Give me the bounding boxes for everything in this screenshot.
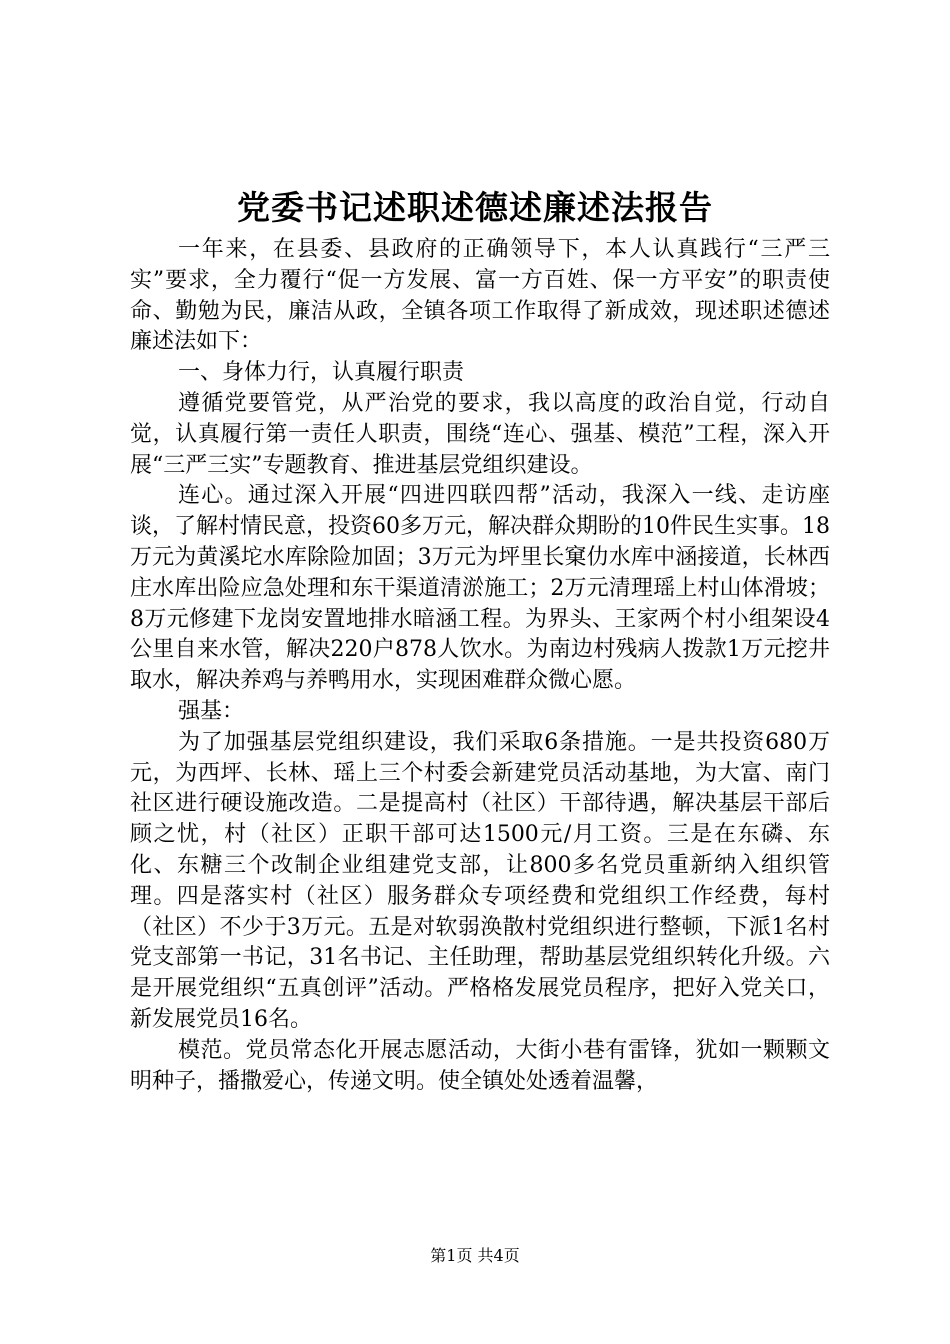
paragraph: 连心。通过深入开展“四进四联四帮”活动，我深入一线、走访座谈，了解村情民意，投资60多万元，解决群众期盼的10件民生实事。18万元为黄溪坨水库除险加固；3万元为坪里长窠仂水库中涵接道，长林西庄水库出险应急处理和东干渠道清淤施工；2万元清理瑶上村山体滑坡；8万元修建下龙岗安置地排水暗涵工程。为界头、王家两个村小组架设4公里自来水管，解决220户878人饮水。为南边村残病人拨款1万元挖井取水，解决养鸡与养鸭用水，实现困难群众微心愿。 bbox=[130, 483, 830, 694]
section-heading: 一、身体力行，认真履行职责 bbox=[178, 360, 465, 386]
paragraph: 为了加强基层党组织建设，我们采取6条措施。一是共投资680万元，为西坪、长林、瑶上三个村委会新建党员活动基地，为大富、南门社区进行硬设施改造。二是提高村（社区）干部待遇，解决基层干部后顾之忧，村（社区）正职干部可达1500元/月工资。三是在东磷、东化、东糖三个改制企业组建党支部，让800多名党员重新纳入组织管理。四是落实村（社区）服务群众专项经费和党组织工作经费，每村（社区）不少于3万元。五是对软弱涣散村党组织进行整顿，下派1名村党支部第一书记，31名书记、主任助理，帮助基层党组织转化升级。六是开展党组织“五真创评”活动。严格格发展党员程序，把好入党关口，新发展党员16名。 bbox=[130, 729, 830, 1032]
paragraph: 遵循党要管党，从严治党的要求，我以高度的政治自觉，行动自觉，认真履行第一责任人职责，围绕“连心、强基、模范”工程，深入开展“三严三实”专题教育、推进基层党组织建设。 bbox=[130, 390, 830, 478]
paragraph-intro: 一年来，在县委、县政府的正确领导下，本人认真践行“三严三实”要求，全力覆行“促一方发展、富一方百姓、保一方平安”的职责使命、勤勉为民，廉洁从政，全镇各项工作取得了新成效，现述职述德述廉述法如下： bbox=[130, 237, 830, 355]
document-body bbox=[130, 235, 830, 1097]
document-title: 党委书记述职述德述廉述法报告 bbox=[237, 188, 713, 227]
paragraph: 模范。党员常态化开展志愿活动，大街小巷有雷锋，犹如一颗颗文明种子，播撒爱心，传递文明。使全镇处处透着温馨， bbox=[130, 1037, 830, 1094]
subsection-heading: 强基： bbox=[178, 698, 245, 724]
page-footer: 第1页 共4页 bbox=[430, 1246, 520, 1265]
